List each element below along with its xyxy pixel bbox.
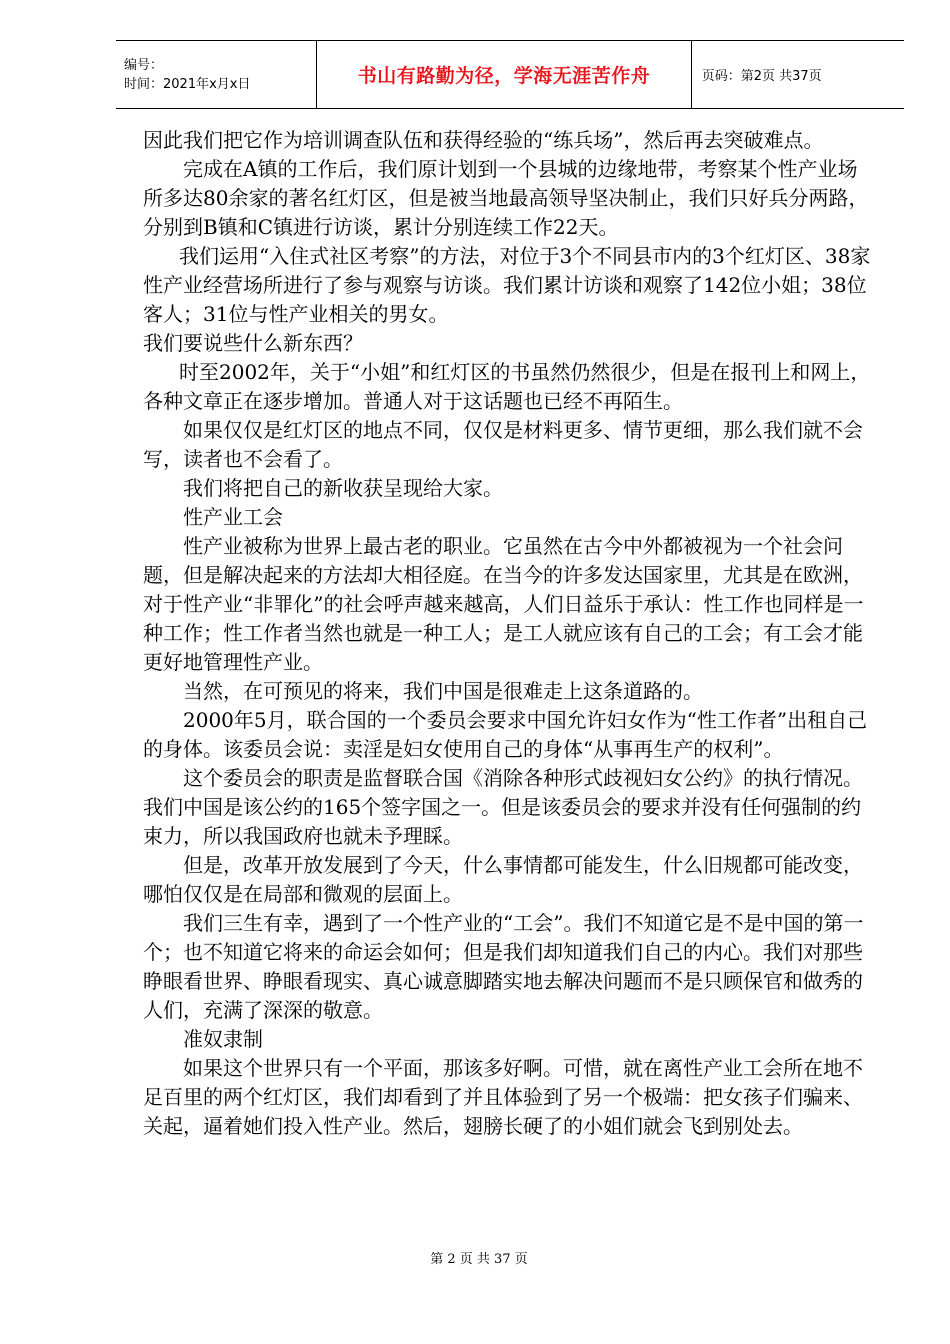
section-question: 我们要说些什么新东西？ [143,331,363,355]
time-label: 时间：2021年x月x日 [124,76,251,92]
paragraph: 性产业被称为世界上最古老的职业。它虽然在古今中外都被视为一个社会问题，但是解决起来的方法却大相径庭。在当今的许多发达国家里，尤其是在欧洲，对于性产业“非罪化”的社会呼声越来越高，人们日益乐于承认：性工作也同样是一种工作；性工作者当然也就是一种工人；是工人就应该有自己的工会；有工会才能更好地管理性产业。 [143,534,864,674]
section-heading: 性产业工会 [183,505,283,529]
header-motto-cell [317,41,691,109]
header-page-cell [691,41,904,109]
paragraph: 我们三生有幸，遇到了一个性产业的“工会”。我们不知道它是不是中国的第一个；也不知道它将来的命运会如何；但是我们却知道我们自己的内心。我们对那些睁眼看世界、睁眼看现实、真心诚意脚踏实地去解决问题而不是只顾保官和做秀的人们，充满了深深的敬意。 [143,911,864,1022]
paragraph: 但是，改革开放发展到了今天，什么事情都可能发生，什么旧规都可能改变，哪怕仅仅是在局部和微观的层面上。 [143,853,863,906]
header-page-info: 页码：第2页 共37页 [701,69,822,84]
header-meta-cell [116,41,317,109]
header-motto: 书山有路勤为径，学海无涯苦作舟 [357,65,651,87]
page-footer [0,1248,950,1267]
paragraph: 我们将把自己的新收获呈现给大家。 [183,476,503,500]
body-text [143,126,873,1141]
paragraph: 我们运用“入住式社区考察”的方法，对位于3个不同县市内的3个红灯区、38家性产业经营场所进行了参与观察与访谈。我们累计访谈和观察了142位小姐；38位客人；31位与性产业相关的男女。 [143,244,871,326]
footer-page-number: 第 2 页 共 37 页 [430,1252,528,1267]
section-heading: 准奴隶制 [183,1027,263,1051]
paragraph: 如果仅仅是红灯区的地点不同，仅仅是材料更多、情节更细，那么我们就不会写，读者也不会看了。 [143,418,863,471]
paragraph: 如果这个世界只有一个平面，那该多好啊。可惜，就在离性产业工会所在地不足百里的两个红灯区，我们却看到了并且体验到了另一个极端：把女孩子们骗来、关起，逼着她们投入性产业。然后，翅膀长硬了的小姐们就会飞到别处去。 [143,1056,863,1138]
paragraph: 时至2002年，关于“小姐”和红灯区的书虽然仍然很少，但是在报刊上和网上，各种文章正在逐步增加。普通人对于这话题也已经不再陌生。 [143,360,871,413]
serial-label: 编号： [124,57,164,73]
paragraph: 当然，在可预见的将来，我们中国是很难走上这条道路的。 [183,679,703,703]
paragraph: 2000年5月，联合国的一个委员会要求中国允许妇女作为“性工作者”出租自己的身体。该委员会说：卖淫是妇女使用自己的身体“从事再生产的权利”。 [143,708,868,761]
paragraph: 完成在A镇的工作后，我们原计划到一个县城的边缘地带，考察某个性产业场所多达80余家的著名红灯区，但是被当地最高领导坚决制止，我们只好兵分两路，分别到B镇和C镇进行访谈，累计分别连续工作22天。 [143,157,869,239]
paragraph: 因此我们把它作为培训调查队伍和获得经验的“练兵场”，然后再去突破难点。 [143,128,824,152]
page-header [116,40,904,109]
paragraph: 这个委员会的职责是监督联合国《消除各种形式歧视妇女公约》的执行情况。我们中国是该公约的165个签字国之一。但是该委员会的要求并没有任何强制的约束力，所以我国政府也就未予理睬。 [143,766,863,848]
